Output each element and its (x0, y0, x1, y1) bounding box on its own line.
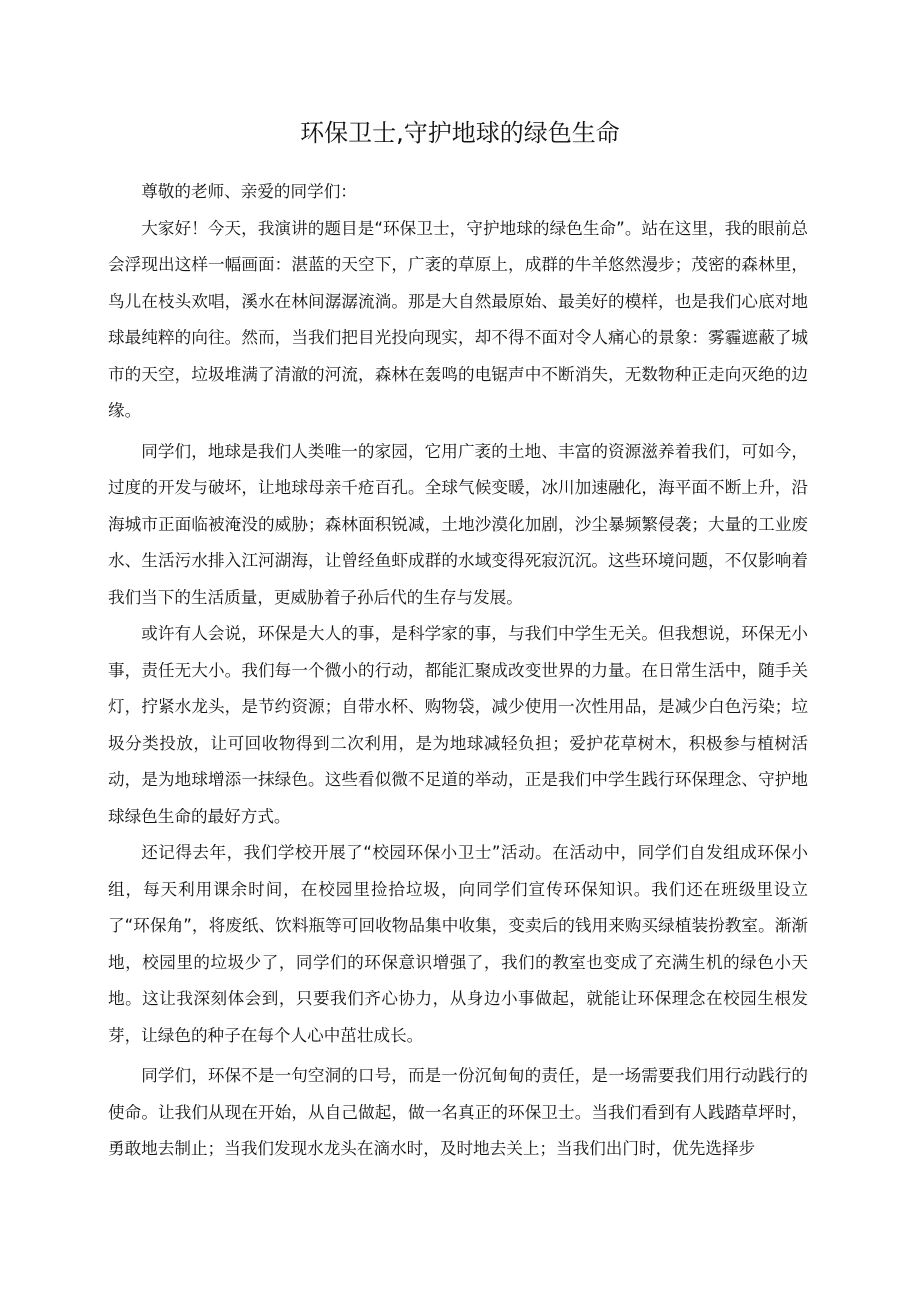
speech-body (108, 174, 808, 1168)
paragraph-school-activity: 还记得去年，我们学校开展了“校园环保小卫士”活动。在活动中，同学们自发组成环保小组，每天利用课余时间，在校园里捡拾垃圾，向同学们宣传环保知识。我们还在班级里设立了“环保角”，将废纸、饮料瓶等可回收物品集中收集，变卖后的钱用来购买绿植装扮教室。渐渐地，校园里的垃圾少了，同学们的环保意识增强了，我们的教室也变成了充满生机的绿色小天地。这让我深刻体会到，只要我们齐心协力，从身边小事做起，就能让环保理念在校园生根发芽，让绿色的种子在每个人心中茁壮成长。 (108, 843, 808, 1045)
paragraph-small-actions: 或许有人会说，环保是大人的事，是科学家的事，与我们中学生无关。但我想说，环保无小事，责任无大小。我们每一个微小的行动，都能汇聚成改变世界的力量。在日常生活中，随手关灯，拧紧水龙头，是节约资源；自带水杯、购物袋，减少使用一次性用品，是减少白色污染；垃圾分类投放，让可回收物得到二次利用，是为地球减轻负担；爱护花草树木，积极参与植树活动，是为地球增添一抹绿色。这些看似微不足道的举动，正是我们中学生践行环保理念、守护地球绿色生命的最好方式。 (108, 624, 808, 826)
paragraph-earth-home: 同学们，地球是我们人类唯一的家园，它用广袤的土地、丰富的资源滋养着我们，可如今，过度的开发与破坏，让地球母亲千疮百孔。全球气候变暖，冰川加速融化，海平面不断上升，沿海城市正面临被淹没的威胁；森林面积锐减，土地沙漠化加剧，沙尘暴频繁侵袭；大量的工业废水、生活污水排入江河湖海，让曾经鱼虾成群的水域变得死寂沉沉。这些环境问题，不仅影响着我们当下的生活质量，更威胁着子孙后代的生存与发展。 (108, 441, 808, 607)
paragraph-opening: 大家好！今天，我演讲的题目是“环保卫士，守护地球的绿色生命”。站在这里，我的眼前总会浮现出这样一幅画面：湛蓝的天空下，广袤的草原上，成群的牛羊悠然漫步；茂密的森林里，鸟儿在枝头欢唱，溪水在林间潺潺流淌。那是大自然最原始、最美好的模样，也是我们心底对地球最纯粹的向往。然而，当我们把目光投向现实，却不得不面对令人痛心的景象：雾霾遮蔽了城市的天空，垃圾堆满了清澈的河流，森林在轰鸣的电锯声中不断消失，无数物种正走向灭绝的边缘。 (108, 218, 808, 420)
document-title: 环保卫士,守护地球的绿色生命 (300, 119, 620, 147)
greeting-paragraph: 尊敬的老师、亲爱的同学们： (141, 182, 357, 201)
paragraph-call-to-action: 同学们，环保不是一句空洞的口号，而是一份沉甸甸的责任，是一场需要我们用行动践行的使命。让我们从现在开始，从自己做起，做一名真正的环保卫士。当我们看到有人践踏草坪时，勇敢地去制止；当我们发现水龙头在滴水时，及时地去关上；当我们出门时，优先选择步 (108, 1066, 808, 1158)
